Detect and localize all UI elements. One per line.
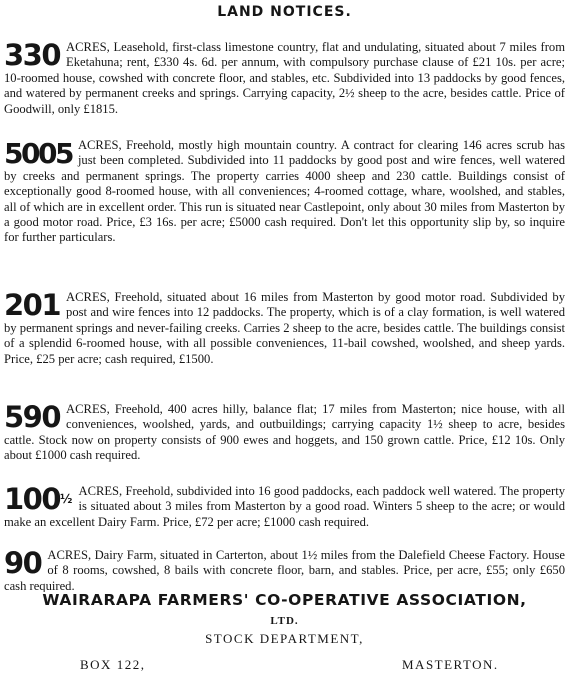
acreage-number: 90 [4, 548, 42, 580]
po-box: BOX 122, [80, 657, 146, 672]
acreage-number: 330 [4, 40, 61, 72]
association-name: WAIRARAPA FARMERS' CO-OPERATIVE ASSOCIATION, [42, 591, 527, 609]
notice-201-acres [4, 290, 565, 402]
town-name: MASTERTON. [402, 657, 499, 672]
notice-text: ACRES, Leasehold, first-class limestone country, flat and undulating, situated about 7 miles from Eketahuna; rent, £330 4s. 6d. per annum, with compulsory purchase clause of £21 10s. per acre; 10-roomed house, cowshed with concrete floor, and stables, etc. Subdivided into 13 paddocks by good fences, and watered by permanent creeks and springs. Carrying capacity, 2½ sheep to the acre, besides cattle. Price of Goodwill, only £1815. [4, 40, 565, 116]
notice-text: ACRES, Freehold, subdivided into 16 good paddocks, each paddock well watered. The property is situated about 3 miles from Masterton by a good road. Winters 5 sheep to the acre; or would make an excellent Dairy Farm. Price, £72 per acre; £1000 cash required. [4, 484, 565, 529]
notice-330-acres [4, 40, 565, 138]
acreage-number: $100^{\frac{1}{2}}$ [4, 484, 73, 516]
notice-590-acres [4, 402, 565, 484]
notice-text: ACRES, Freehold, mostly high mountain country. A contract for clearing 146 acres scrub has just been completed. Subdivided into 11 paddocks by good post and wire fences, well watered by creeks and permanent springs. The property carries 4000 sheep and 230 cattle. Buildings consist of exceptionally good 8-roomed house, with all conveniences; 4-roomed cottage, whare, woolshed, and stables, all of which are in excellent order. This run is situated near Castlepoint, only about 30 miles from Masterton by a good motor road. Price, £3 16s. per acre; £5000 cash required. Don't let this opportunity slip by, so inquire for further particulars. [4, 138, 565, 245]
notice-100-half-acres [4, 484, 565, 548]
notice-text: ACRES, Dairy Farm, situated in Carterton, about 1½ miles from the Dalefield Cheese Factory. House of 8 rooms, cowshed, 8 bails with concrete floor, barn, and stables. Price, per acre, £55; only £650 cash required. [4, 548, 565, 592]
association-ltd: LTD. [270, 615, 299, 627]
acreage-number: 5005 [4, 138, 72, 170]
acreage-number: 201 [4, 290, 61, 322]
acreage-number: 590 [4, 402, 61, 434]
notice-text: ACRES, Freehold, situated about 16 miles from Masterton by good motor road. Subdivided by post and wire fences into 12 paddocks. The property, which is of a clay formation, is well watered by permanent springs and never-failing creeks. Carries 2 sheep to the acre, besides cattle. The buildings consist of a splendid 6-roomed house, with all possible conveniences, 11-bail cowshed, woolshed, and sheep yards. Price, £25 per acre; cash required, £1500. [4, 290, 565, 366]
section-heading: LAND NOTICES. [217, 4, 352, 20]
notice-text: ACRES, Freehold, 400 acres hilly, balance flat; 17 miles from Masterton; nice house, with all conveniences, woolshed, yards, and outbuildings; carrying capacity 1½ sheep to acre, besides cattle. Stock now on property consists of 900 ewes and hoggets, and 150 grown cattle. Price, £12 10s. Only about £1000 cash required. [4, 402, 565, 463]
acreage-fraction: ½ [60, 492, 73, 506]
notice-90-acres [4, 548, 565, 592]
stock-department: STOCK DEPARTMENT, [205, 631, 364, 646]
notice-5005-acres [4, 138, 565, 290]
